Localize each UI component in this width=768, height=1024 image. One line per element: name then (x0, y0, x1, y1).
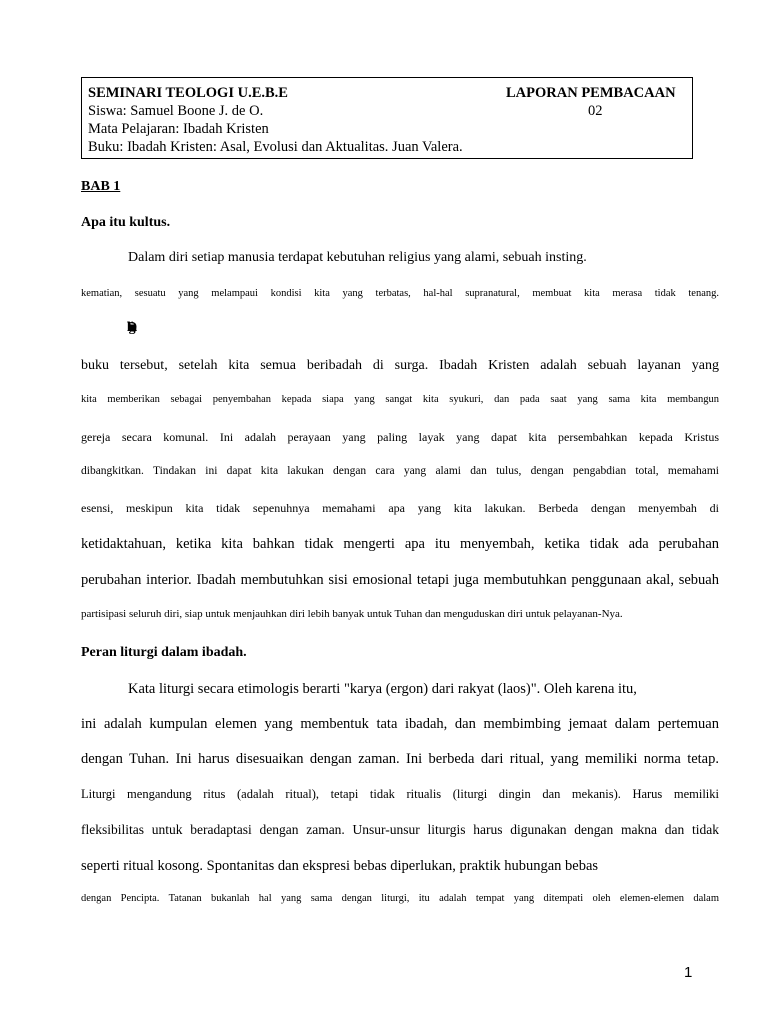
paragraph-line: kematian, sesuatu yang melampaui kondisi kita yang terbatas, hal-hal supranatural, membuat kita merasa tidak tenang. (81, 288, 719, 299)
paragraph-line: ketidaktahuan, ketika kita bahkan tidak mengerti apa itu menyembah, ketika tidak ada perubahan (81, 536, 719, 552)
overlapping-text: Dibangun (127, 320, 131, 335)
paragraph-line: dengan Pencipta. Tatanan bukanlah hal yang sama dengan liturgi, itu adalah tempat yang ditempati oleh elemen-elemen dalam (81, 893, 719, 904)
paragraph-line: Liturgi mengandung ritus (adalah ritual), tetapi tidak ritualis (liturgi dingin dan mekanis). Harus memiliki (81, 787, 719, 801)
page-number: 1 (684, 964, 693, 981)
paragraph-line: ini adalah kumpulan elemen yang membentuk tata ibadah, dan membimbing jemaat dalam pertemuan (81, 716, 719, 732)
subject-line: Mata Pelajaran: Ibadah Kristen (88, 121, 269, 137)
chapter-label: BAB 1 (81, 179, 121, 194)
paragraph-line: perubahan interior. Ibadah membutuhkan sisi emosional tetapi juga membutuhkan penggunaan akal, sebuah (81, 572, 719, 588)
paragraph-line: partisipasi seluruh diri, siap untuk menjauhkan diri lebih banyak untuk Tuhan dan menguduskan diri untuk pelayanan-Nya. (81, 608, 623, 620)
chapter-heading (81, 179, 173, 195)
paragraph-line: buku tersebut, setelah kita semua beribadah di surga. Ibadah Kristen adalah sebuah layanan yang (81, 358, 719, 373)
paragraph-line: Dalam diri setiap manusia terdapat kebutuhan religius yang alami, sebuah insting. (128, 250, 587, 265)
section-title: Apa itu kultus. (81, 215, 171, 230)
paragraph-line: gereja secara komunal. Ini adalah perayaan yang paling layak yang dapat kita persembahkan kepada Kristus (81, 430, 719, 444)
book-line: Buku: Ibadah Kristen: Asal, Evolusi dan Aktualitas. Juan Valera. (88, 139, 463, 155)
paragraph-line: seperti ritual kosong. Spontanitas dan ekspresi bebas diperlukan, praktik hubungan bebas (81, 858, 599, 874)
report-type: LAPORAN PEMBACAAN (506, 85, 676, 101)
paragraph-line: fleksibilitas untuk beradaptasi dengan zaman. Unsur-unsur liturgis harus digunakan dengan makna dan tidak (81, 822, 719, 837)
paragraph-line: dengan Tuhan. Ini harus disesuaikan dengan zaman. Ini berbeda dari ritual, yang memiliki norma tetap. (81, 751, 719, 767)
institution-name: SEMINARI TEOLOGI U.E.B.E (88, 85, 288, 101)
section-title: Peran liturgi dalam ibadah. (81, 645, 247, 660)
report-number: 02 (588, 103, 603, 119)
paragraph-line: Kata liturgi secara etimologis berarti "karya (ergon) dari rakyat (laos)". Oleh karena itu, (128, 681, 637, 697)
student-name: Siswa: Samuel Boone J. de O. (88, 103, 264, 119)
paragraph-line: dibangkitkan. Tindakan ini dapat kita lakukan dengan cara yang alami dan tulus, dengan pengabdian total, memahami (81, 465, 719, 477)
paragraph-line: esensi, meskipun kita tidak sepenuhnya memahami apa yang kita lakukan. Berbeda dengan menyembah di (81, 501, 719, 515)
paragraph-line: kita memberikan sebagai penyembahan kepada siapa yang sangat kita syukuri, dan pada saat yang sama kita membangun (81, 394, 719, 405)
